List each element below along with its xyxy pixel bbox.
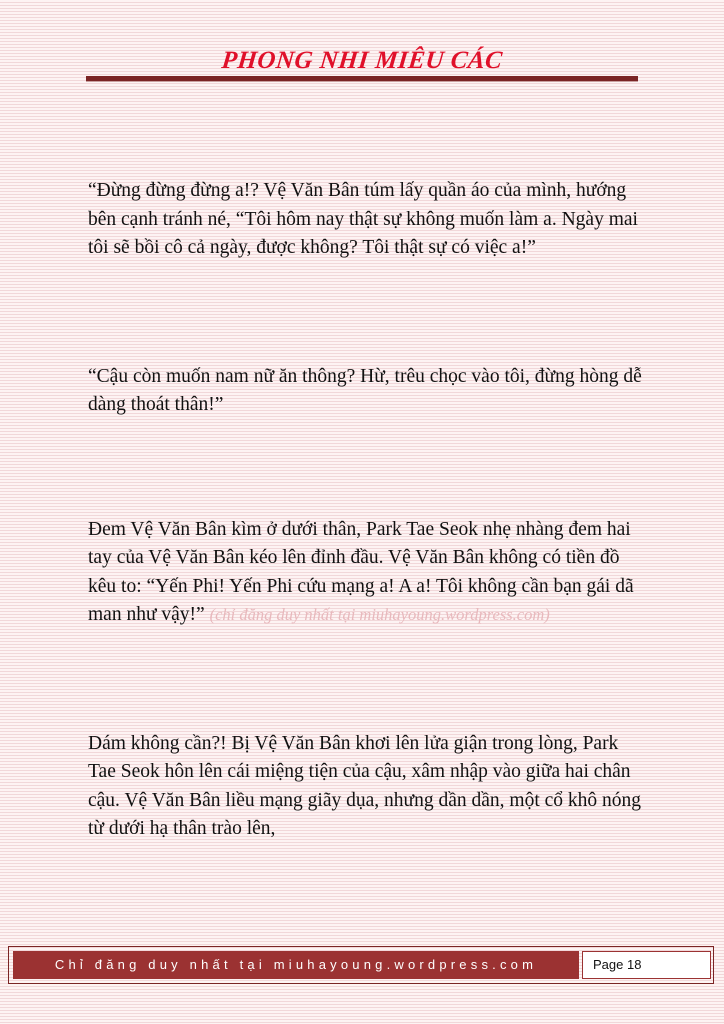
paragraph-4: [88, 730, 648, 844]
header-rule: [86, 76, 638, 82]
footer-notice: Chỉ đăng duy nhất tại miuhayoung.wordpress.com: [13, 951, 579, 979]
page-title: PHONG NHI MIÊU CÁC: [220, 47, 504, 74]
paragraph-4-text: Dám không cần?! Bị Vệ Văn Bân khơi lên lửa giận trong lòng, Park Tae Seok hôn lên cái miệng tiện của cậu, xâm nhập vào giữa hai chân cậu. Vệ Văn Bân liều mạng giãy dụa, nhưng dần dần, một cổ khô nóng từ dưới hạ thân trào lên,: [88, 732, 642, 839]
paragraph-1-text: “Đừng đừng đừng a!? Vệ Văn Bân túm lấy quần áo của mình, hướng bên cạnh tránh né, “Tôi hôm nay thật sự không muốn làm a. Ngày mai tôi sẽ bồi cô cả ngày, được không? Tôi thật sự có việc a!”: [88, 180, 638, 258]
page-number: Page 18: [582, 951, 711, 979]
paragraph-3-text: Đem Vệ Văn Bân kìm ở dưới thân, Park Tae Seok nhẹ nhàng đem hai tay của Vệ Văn Bân kéo lên đỉnh đầu. Vệ Văn Bân không có tiền đồ kêu to: “Yến Phi! Yến Phi cứu mạng a! A a! Tôi không cần bạn gái dã man như vậy!”: [88, 518, 634, 625]
paragraph-3: [88, 516, 648, 630]
source-watermark: (chỉ đăng duy nhất tại miuhayoung.wordpress.com): [209, 605, 550, 624]
paragraph-1: [88, 177, 648, 263]
document-body: [88, 177, 648, 844]
paragraph-2: [88, 363, 648, 420]
paragraph-2-text: “Cậu còn muốn nam nữ ăn thông? Hừ, trêu chọc vào tôi, đừng hòng dễ dàng thoát thân!”: [88, 365, 642, 415]
